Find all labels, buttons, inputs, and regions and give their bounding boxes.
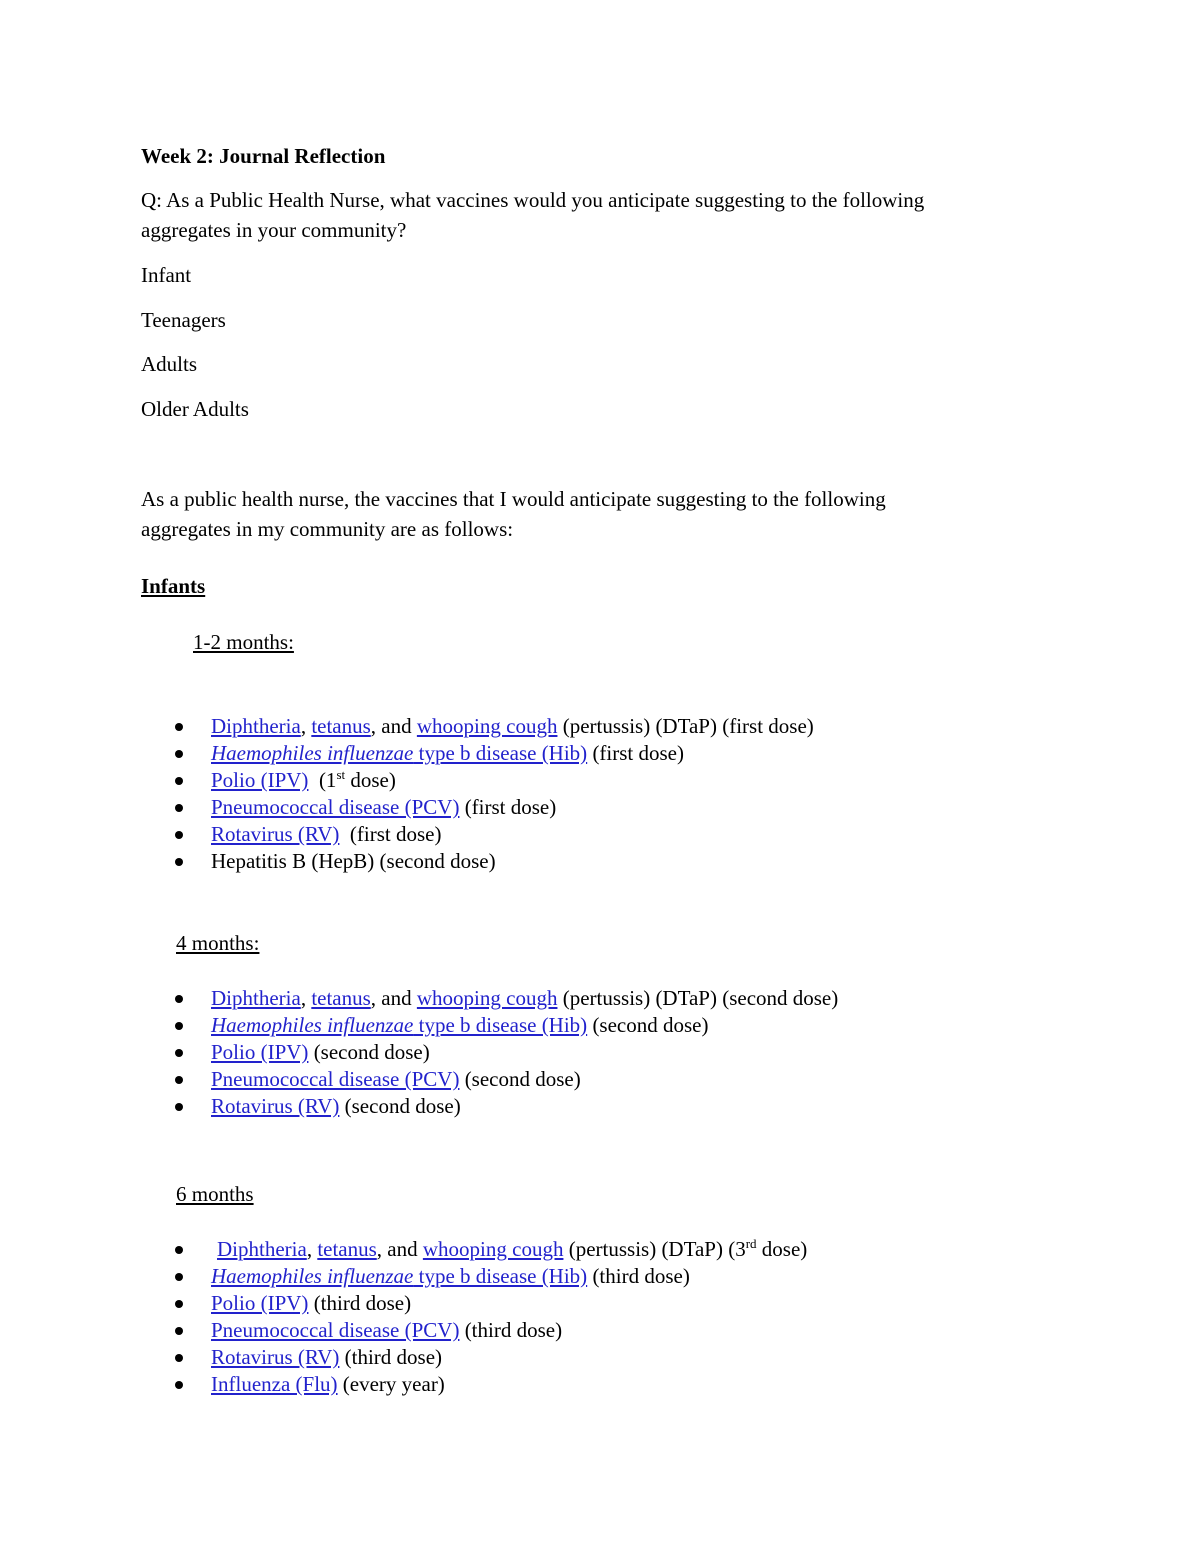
aggregate-adults: Adults [141, 352, 198, 376]
link-rotavirus[interactable]: Rotavirus (RV) [211, 1094, 340, 1118]
bullet-icon [175, 1049, 183, 1057]
dose-text: (first dose) [459, 795, 557, 819]
group-label-6-months: 6 months [176, 1182, 254, 1206]
list-item [175, 713, 814, 740]
link-polio[interactable]: Polio (IPV) [211, 768, 309, 792]
bullet-icon [175, 777, 183, 785]
bullet-icon [175, 1327, 183, 1335]
list-item [175, 1066, 838, 1093]
dose-text: (1 [308, 768, 337, 792]
aggregate-older-adults: Older Adults [141, 397, 249, 421]
bullet-icon [175, 1076, 183, 1084]
dose-text: (second dose) [459, 1067, 581, 1091]
list-item [175, 1012, 838, 1039]
list-item [175, 848, 814, 875]
question-line-1: Q: As a Public Health Nurse, what vaccines would you anticipate suggesting to the following [141, 188, 925, 212]
link-hib-italic: Haemophiles influenzae [211, 1264, 414, 1288]
link-influenza[interactable]: Influenza (Flu) [211, 1372, 338, 1396]
aggregate-infant: Infant [141, 263, 192, 287]
bullet-icon [175, 1246, 183, 1254]
dose-text: (second dose) [308, 1040, 430, 1064]
dose-text: dose) [756, 1237, 808, 1261]
list-item [175, 1236, 807, 1263]
text: , and [370, 986, 417, 1010]
bullet-icon [175, 804, 183, 812]
link-diphtheria[interactable]: Diphtheria [211, 986, 301, 1010]
link-hib-rest: type b disease (Hib) [413, 1013, 588, 1037]
text: , [300, 714, 312, 738]
vaccine-list-6-months [175, 1236, 807, 1398]
dose-text: (second dose) [339, 1094, 461, 1118]
dose-text: (third dose) [308, 1291, 412, 1315]
link-diphtheria[interactable]: Diphtheria [211, 714, 301, 738]
link-pcv[interactable]: Pneumococcal disease (PCV) [211, 1318, 460, 1342]
list-item [175, 740, 814, 767]
link-tetanus[interactable]: tetanus [311, 714, 371, 738]
bullet-icon [175, 831, 183, 839]
dose-superscript: rd [745, 1236, 757, 1251]
text: (pertussis) (DTaP) [557, 986, 723, 1010]
link-rotavirus[interactable]: Rotavirus (RV) [211, 1345, 340, 1369]
dose-text: (first dose) [339, 822, 442, 846]
dose-text: (first dose) [722, 714, 814, 738]
text: , and [376, 1237, 423, 1261]
bullet-icon [175, 1381, 183, 1389]
link-tetanus[interactable]: tetanus [311, 986, 371, 1010]
bullet-icon [175, 858, 183, 866]
link-pcv[interactable]: Pneumococcal disease (PCV) [211, 1067, 460, 1091]
dose-text: (third dose) [587, 1264, 690, 1288]
dose-text: (third dose) [459, 1318, 563, 1342]
dose-text: (first dose) [587, 741, 684, 765]
link-polio[interactable]: Polio (IPV) [211, 1291, 309, 1315]
answer-line-1: As a public health nurse, the vaccines that I would anticipate suggesting to the following [141, 487, 886, 511]
link-hib-rest: type b disease (Hib) [413, 1264, 588, 1288]
bullet-icon [175, 1022, 183, 1030]
text: (pertussis) (DTaP) [557, 714, 723, 738]
link-hib-rest: type b disease (Hib) [413, 741, 588, 765]
vaccine-list-4-months [175, 985, 838, 1120]
list-item [175, 767, 814, 794]
bullet-icon [175, 1103, 183, 1111]
link-hib-italic: Haemophiles influenzae [211, 1013, 414, 1037]
link-hib[interactable] [211, 1013, 587, 1037]
link-pcv[interactable]: Pneumococcal disease (PCV) [211, 795, 460, 819]
list-item [175, 821, 814, 848]
list-item [175, 1371, 807, 1398]
list-item [175, 794, 814, 821]
dose-text: (second dose) [722, 986, 839, 1010]
link-whooping-cough[interactable]: whooping cough [416, 714, 558, 738]
question-line-2: aggregates in your community? [141, 218, 407, 242]
dose-superscript: st [336, 767, 346, 782]
aggregate-teenagers: Teenagers [141, 308, 226, 332]
link-whooping-cough[interactable]: whooping cough [416, 986, 558, 1010]
bullet-icon [175, 750, 183, 758]
hepatitis-b-text: Hepatitis B (HepB) (second dose) [211, 849, 496, 873]
section-heading-infants: Infants [141, 574, 206, 598]
link-polio[interactable]: Polio (IPV) [211, 1040, 309, 1064]
bullet-icon [175, 1300, 183, 1308]
dose-text: (second dose) [587, 1013, 709, 1037]
dose-text: dose) [345, 768, 396, 792]
dose-text: (3 [728, 1237, 746, 1261]
text: , [300, 986, 312, 1010]
list-item [175, 1093, 838, 1120]
bullet-icon [175, 723, 183, 731]
list-item [175, 985, 838, 1012]
answer-line-2: aggregates in my community are as follows: [141, 517, 514, 541]
bullet-icon [175, 995, 183, 1003]
group-label-1-2-months: 1-2 months: [193, 630, 294, 654]
link-tetanus[interactable]: tetanus [317, 1237, 377, 1261]
document-title: Week 2: Journal Reflection [141, 144, 386, 168]
list-item [175, 1344, 807, 1371]
vaccine-list-1-2-months [175, 713, 814, 875]
link-rotavirus[interactable]: Rotavirus (RV) [211, 822, 340, 846]
list-item [175, 1263, 807, 1290]
list-item [175, 1290, 807, 1317]
list-item [175, 1039, 838, 1066]
bullet-icon [175, 1273, 183, 1281]
text: , [306, 1237, 318, 1261]
group-label-4-months: 4 months: [176, 931, 260, 955]
text: , and [370, 714, 417, 738]
link-hib[interactable] [211, 1264, 587, 1288]
bullet-icon [175, 1354, 183, 1362]
text: (pertussis) (DTaP) [563, 1237, 729, 1261]
list-item [175, 1317, 807, 1344]
link-diphtheria[interactable]: Diphtheria [217, 1237, 307, 1261]
link-hib-italic: Haemophiles influenzae [211, 741, 414, 765]
dose-text: (third dose) [339, 1345, 443, 1369]
link-whooping-cough[interactable]: whooping cough [422, 1237, 564, 1261]
dose-text: (every year) [337, 1372, 445, 1396]
link-hib[interactable] [211, 741, 587, 765]
